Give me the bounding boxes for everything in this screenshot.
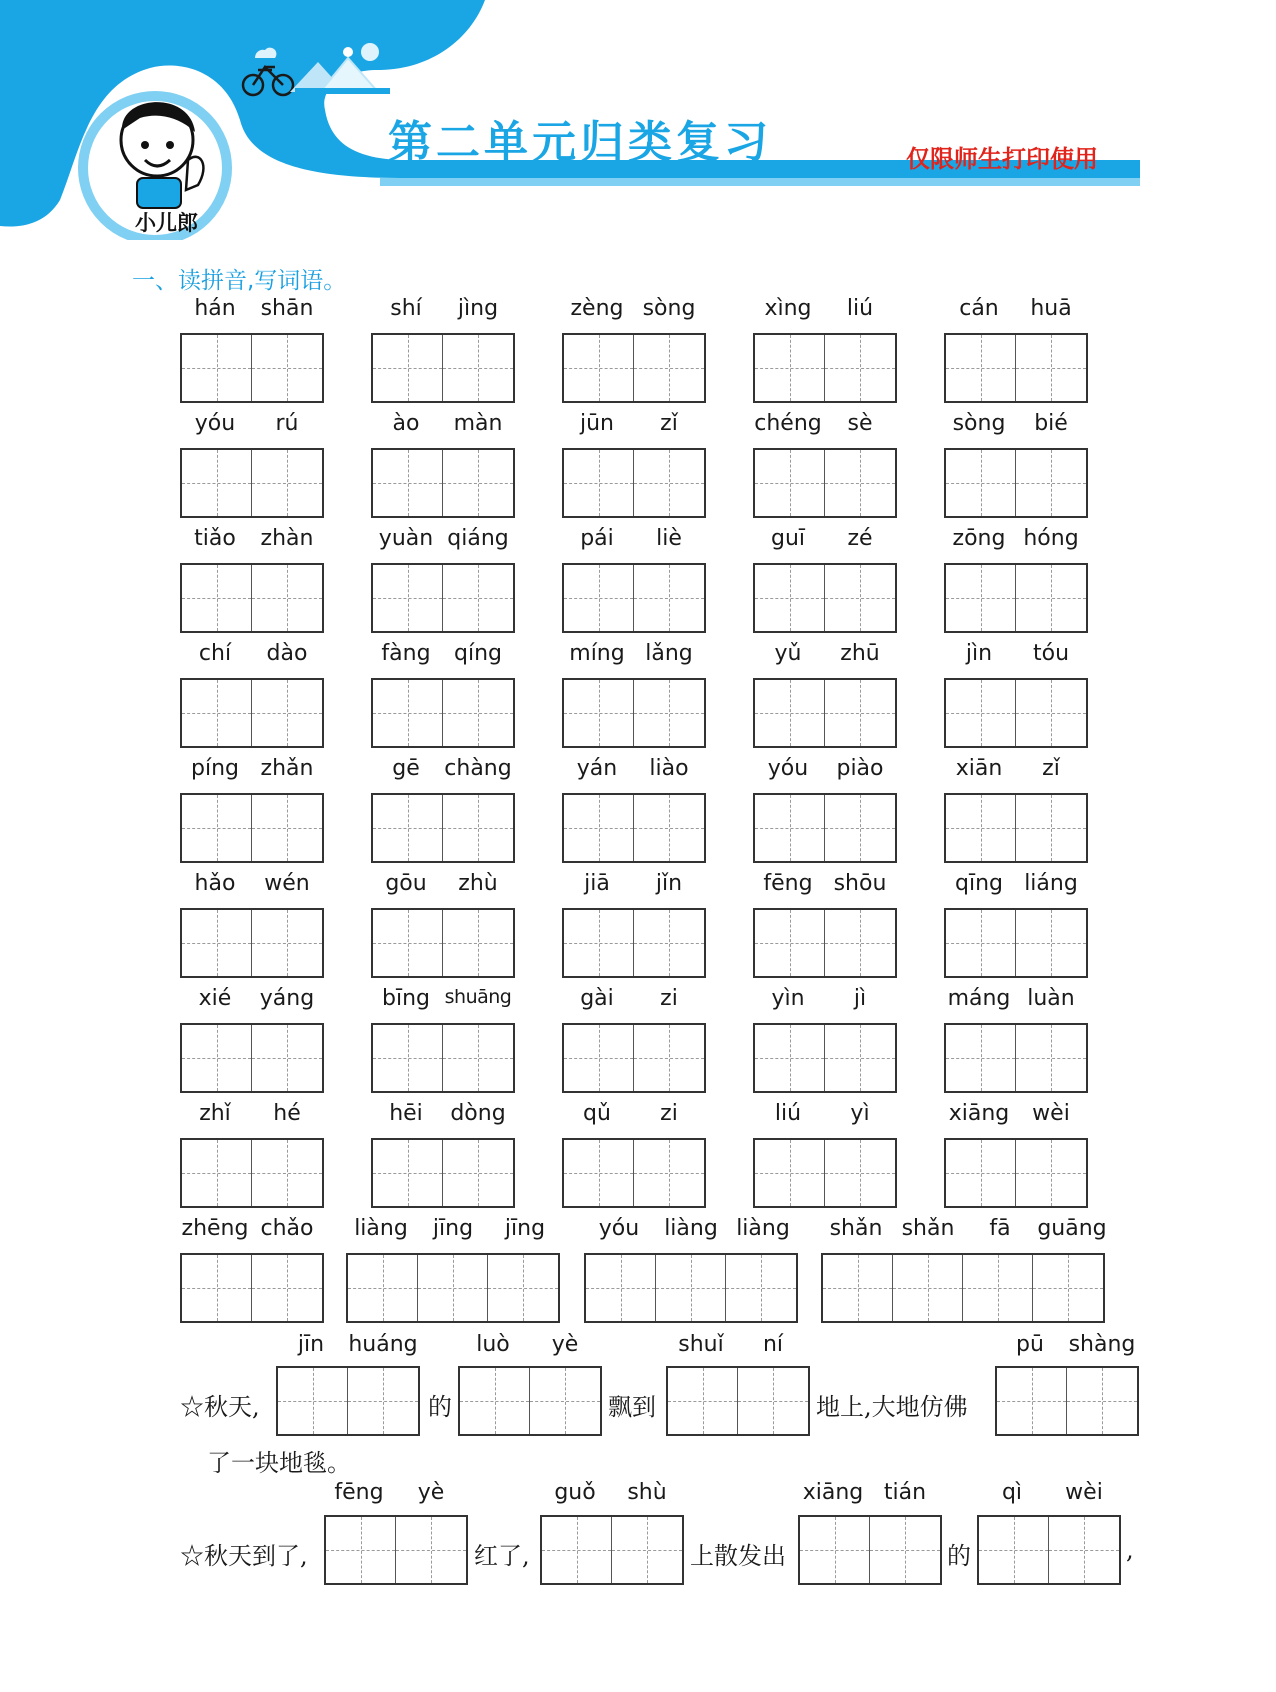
writing-cell[interactable] [348, 1255, 418, 1321]
writing-box[interactable] [562, 448, 706, 518]
writing-cell[interactable] [1016, 1140, 1086, 1206]
pinyin-syllable: shàng [1068, 1332, 1136, 1357]
page-title: 第二单元归类复习 [388, 117, 772, 168]
writing-cell[interactable] [586, 1255, 656, 1321]
sentence-1-end: 了一块地毯。 [207, 1449, 351, 1477]
writing-cell[interactable] [373, 680, 443, 746]
pinyin-syllable: hēi [389, 1101, 423, 1126]
pinyin-syllable: liú [774, 1101, 802, 1126]
writing-cell[interactable] [825, 335, 895, 401]
writing-cell[interactable] [564, 910, 634, 976]
writing-box[interactable] [753, 678, 897, 748]
writing-cell[interactable] [252, 450, 322, 516]
writing-box[interactable] [562, 563, 706, 633]
writing-cell[interactable] [373, 1025, 443, 1091]
writing-box[interactable] [276, 1366, 420, 1436]
pinyin-syllable: dào [266, 641, 308, 666]
writing-cell[interactable] [252, 1025, 322, 1091]
writing-cell[interactable] [278, 1368, 348, 1434]
pinyin-syllable: wèi [1032, 1101, 1070, 1126]
pinyin-syllable: chéng [754, 411, 822, 436]
writing-box[interactable] [666, 1366, 810, 1436]
writing-box[interactable] [180, 563, 324, 633]
writing-cell[interactable] [182, 680, 252, 746]
writing-box[interactable] [944, 678, 1088, 748]
writing-box[interactable] [371, 1138, 515, 1208]
pinyin-syllable: chàng [444, 756, 512, 781]
writing-cell[interactable] [443, 795, 513, 861]
pinyin-syllable: sòng [642, 296, 696, 321]
writing-cell[interactable] [946, 565, 1016, 631]
writing-cell[interactable] [755, 335, 825, 401]
pinyin-syllable: wén [264, 871, 310, 896]
writing-cell[interactable] [946, 680, 1016, 746]
writing-cell[interactable] [755, 1025, 825, 1091]
pinyin-syllable: jì [853, 986, 867, 1011]
writing-cell[interactable] [656, 1255, 726, 1321]
writing-cell[interactable] [252, 1140, 322, 1206]
writing-box[interactable] [371, 448, 515, 518]
writing-cell[interactable] [564, 680, 634, 746]
pinyin-syllable: jǐn [655, 871, 683, 896]
writing-cell[interactable] [800, 1517, 870, 1583]
writing-cell[interactable] [348, 1368, 418, 1434]
writing-box[interactable] [995, 1366, 1139, 1436]
writing-cell[interactable] [1016, 910, 1086, 976]
writing-cell[interactable] [825, 910, 895, 976]
writing-cell[interactable] [443, 1025, 513, 1091]
writing-cell[interactable] [488, 1255, 558, 1321]
pinyin-syllable: zhū [840, 641, 880, 666]
writing-cell[interactable] [564, 795, 634, 861]
pinyin-syllable: bié [1034, 411, 1068, 436]
writing-box[interactable] [944, 1138, 1088, 1208]
writing-box[interactable] [371, 793, 515, 863]
writing-cell[interactable] [634, 680, 704, 746]
pinyin-syllable: zhǐ [199, 1101, 231, 1126]
pinyin-syllable: shuāng [444, 986, 512, 1008]
writing-cell[interactable] [564, 450, 634, 516]
writing-cell[interactable] [182, 910, 252, 976]
pinyin-syllable: shān [260, 296, 314, 321]
writing-cell[interactable] [634, 1140, 704, 1206]
writing-cell[interactable] [946, 795, 1016, 861]
writing-box[interactable] [944, 448, 1088, 518]
writing-cell[interactable] [755, 1140, 825, 1206]
pinyin-syllable: chí [198, 641, 232, 666]
print-restriction-note: 仅限师生打印使用 [906, 145, 1098, 173]
pinyin-syllable: guī [770, 526, 806, 551]
writing-cell[interactable] [979, 1517, 1049, 1583]
writing-box[interactable] [562, 908, 706, 978]
pinyin-syllable: shù [627, 1480, 667, 1505]
pinyin-syllable: hé [273, 1101, 301, 1126]
writing-box[interactable] [753, 1023, 897, 1093]
pinyin-syllable: yìn [771, 986, 805, 1011]
writing-cell[interactable] [738, 1368, 808, 1434]
writing-cell[interactable] [1049, 1517, 1119, 1583]
writing-box[interactable] [540, 1515, 684, 1585]
pinyin-syllable: ní [762, 1332, 784, 1357]
writing-cell[interactable] [182, 1025, 252, 1091]
pinyin-syllable: fēng [334, 1480, 384, 1505]
pinyin-syllable: tián [883, 1480, 927, 1505]
pinyin-syllable: xiān [955, 756, 1003, 781]
writing-box[interactable] [753, 793, 897, 863]
writing-cell[interactable] [946, 450, 1016, 516]
sentence-2-hongle: 红了, [474, 1542, 530, 1570]
writing-cell[interactable] [373, 1140, 443, 1206]
pinyin-syllable: fā [989, 1216, 1011, 1241]
pinyin-syllable: zé [847, 526, 873, 551]
writing-cell[interactable] [634, 450, 704, 516]
pinyin-syllable: zhēng [181, 1216, 249, 1241]
writing-box[interactable] [371, 908, 515, 978]
pinyin-syllable: yáng [259, 986, 315, 1011]
writing-cell[interactable] [252, 795, 322, 861]
writing-box[interactable] [798, 1515, 942, 1585]
writing-cell[interactable] [182, 1255, 252, 1321]
pinyin-syllable: huā [1030, 296, 1072, 321]
writing-box[interactable] [180, 1253, 324, 1323]
writing-cell[interactable] [396, 1517, 466, 1583]
pinyin-syllable: fàng [381, 641, 431, 666]
writing-cell[interactable] [825, 450, 895, 516]
writing-cell[interactable] [1016, 450, 1086, 516]
pinyin-syllable: zǐ [1042, 756, 1060, 781]
writing-box[interactable] [180, 678, 324, 748]
sentence-1-dishang: 地上,大地仿佛 [816, 1393, 968, 1421]
sentence-1-piaodao: 飘到 [608, 1393, 656, 1421]
writing-cell[interactable] [182, 565, 252, 631]
writing-cell[interactable] [252, 335, 322, 401]
writing-cell[interactable] [668, 1368, 738, 1434]
pinyin-syllable: liáng [1024, 871, 1078, 896]
pinyin-syllable: xié [198, 986, 232, 1011]
writing-box[interactable] [821, 1253, 1105, 1323]
writing-box[interactable] [180, 793, 324, 863]
writing-box[interactable] [977, 1515, 1121, 1585]
pinyin-syllable: jīn [297, 1332, 325, 1357]
writing-box[interactable] [944, 333, 1088, 403]
writing-cell[interactable] [443, 680, 513, 746]
writing-box[interactable] [180, 448, 324, 518]
pinyin-syllable: zhù [458, 871, 498, 896]
writing-cell[interactable] [1016, 1025, 1086, 1091]
writing-box[interactable] [753, 563, 897, 633]
pinyin-syllable: píng [191, 756, 239, 781]
pinyin-syllable: jìn [965, 641, 993, 666]
pinyin-syllable: ào [392, 411, 420, 436]
pinyin-syllable: màn [453, 411, 503, 436]
pinyin-syllable: hán [194, 296, 236, 321]
pinyin-syllable: shǎn [829, 1216, 883, 1241]
writing-cell[interactable] [755, 680, 825, 746]
writing-box[interactable] [562, 1023, 706, 1093]
sentence-2-start: ☆秋天到了, [180, 1542, 308, 1570]
pinyin-syllable: jìng [457, 296, 499, 321]
mascot-name: 小儿郎 [135, 211, 198, 235]
writing-cell[interactable] [326, 1517, 396, 1583]
pinyin-syllable: shǎn [901, 1216, 955, 1241]
pinyin-syllable: lǎng [645, 641, 693, 666]
writing-cell[interactable] [1016, 680, 1086, 746]
pinyin-syllable: guāng [1037, 1216, 1107, 1241]
writing-cell[interactable] [755, 795, 825, 861]
writing-box[interactable] [371, 333, 515, 403]
pinyin-syllable: shuǐ [678, 1332, 724, 1357]
section-heading: 一、读拼音,写词语。 [132, 268, 347, 294]
pinyin-syllable: luò [476, 1332, 510, 1357]
writing-box[interactable] [324, 1515, 468, 1585]
writing-cell[interactable] [373, 910, 443, 976]
pinyin-syllable: míng [569, 641, 625, 666]
writing-box[interactable] [371, 678, 515, 748]
writing-cell[interactable] [1033, 1255, 1103, 1321]
writing-cell[interactable] [564, 335, 634, 401]
pinyin-syllable: qì [1001, 1480, 1023, 1505]
writing-cell[interactable] [1016, 565, 1086, 631]
pinyin-syllable: liàng [736, 1216, 790, 1241]
writing-cell[interactable] [443, 910, 513, 976]
pinyin-syllable: zèng [570, 296, 624, 321]
pinyin-syllable: sè [847, 411, 873, 436]
pinyin-syllable: sòng [952, 411, 1006, 436]
pinyin-syllable: yè [551, 1332, 579, 1357]
writing-box[interactable] [180, 333, 324, 403]
pinyin-syllable: xiāng [948, 1101, 1010, 1126]
writing-box[interactable] [753, 1138, 897, 1208]
pinyin-syllable: yán [576, 756, 618, 781]
writing-box[interactable] [371, 563, 515, 633]
writing-cell[interactable] [825, 680, 895, 746]
writing-cell[interactable] [726, 1255, 796, 1321]
writing-box[interactable] [346, 1253, 560, 1323]
writing-cell[interactable] [443, 1140, 513, 1206]
writing-box[interactable] [180, 908, 324, 978]
writing-box[interactable] [944, 563, 1088, 633]
pinyin-syllable: gōu [385, 871, 427, 896]
pinyin-syllable: liào [649, 756, 689, 781]
pinyin-syllable: qǔ [583, 1101, 611, 1126]
sentence-1-de: 的 [428, 1393, 452, 1421]
writing-cell[interactable] [443, 565, 513, 631]
pinyin-syllable: shí [390, 296, 422, 321]
writing-cell[interactable] [946, 1025, 1016, 1091]
pinyin-syllable: zi [660, 986, 678, 1011]
writing-cell[interactable] [1067, 1368, 1137, 1434]
writing-cell[interactable] [373, 795, 443, 861]
pinyin-syllable: qiáng [447, 526, 509, 551]
mascot-boy-icon [121, 102, 203, 208]
pinyin-syllable: bīng [382, 986, 430, 1011]
pinyin-syllable: liàng [354, 1216, 408, 1241]
writing-cell[interactable] [460, 1368, 530, 1434]
pinyin-syllable: gē [392, 756, 420, 781]
writing-cell[interactable] [564, 1025, 634, 1091]
pinyin-syllable: shōu [833, 871, 887, 896]
pinyin-syllable: yǔ [774, 641, 802, 666]
pinyin-syllable: hǎo [194, 871, 236, 896]
writing-cell[interactable] [443, 450, 513, 516]
pinyin-syllable: liàng [664, 1216, 718, 1241]
pinyin-syllable: dòng [450, 1101, 506, 1126]
writing-cell[interactable] [634, 910, 704, 976]
writing-cell[interactable] [252, 1255, 322, 1321]
pinyin-syllable: qīng [955, 871, 1003, 896]
pinyin-syllable: yóu [194, 411, 236, 436]
writing-cell[interactable] [946, 335, 1016, 401]
pinyin-syllable: jīng [432, 1216, 474, 1241]
writing-cell[interactable] [755, 910, 825, 976]
pinyin-syllable: hóng [1023, 526, 1079, 551]
writing-cell[interactable] [1016, 335, 1086, 401]
pinyin-syllable: zhǎn [260, 756, 314, 781]
sentence-2-de: 的 [947, 1542, 971, 1570]
writing-cell[interactable] [963, 1255, 1033, 1321]
writing-cell[interactable] [612, 1517, 682, 1583]
writing-box[interactable] [180, 1138, 324, 1208]
pinyin-syllable: zǐ [660, 411, 678, 436]
pinyin-syllable: jiā [584, 871, 610, 896]
pinyin-syllable: rú [275, 411, 299, 436]
pinyin-syllable: zhàn [260, 526, 314, 551]
pinyin-syllable: tiǎo [194, 526, 236, 551]
pinyin-syllable: jīng [504, 1216, 546, 1241]
writing-cell[interactable] [634, 565, 704, 631]
writing-cell[interactable] [252, 565, 322, 631]
pinyin-syllable: chǎo [260, 1216, 314, 1241]
pinyin-syllable: xìng [764, 296, 812, 321]
pinyin-syllable: xiāng [802, 1480, 864, 1505]
writing-cell[interactable] [252, 680, 322, 746]
writing-cell[interactable] [825, 1140, 895, 1206]
writing-cell[interactable] [418, 1255, 488, 1321]
writing-cell[interactable] [443, 335, 513, 401]
writing-cell[interactable] [997, 1368, 1067, 1434]
pinyin-syllable: yóu [598, 1216, 640, 1241]
pinyin-syllable: yóu [767, 756, 809, 781]
writing-cell[interactable] [634, 335, 704, 401]
writing-cell[interactable] [182, 1140, 252, 1206]
pinyin-syllable: piào [836, 756, 884, 781]
writing-cell[interactable] [373, 335, 443, 401]
writing-cell[interactable] [564, 565, 634, 631]
writing-box[interactable] [562, 678, 706, 748]
writing-cell[interactable] [634, 1025, 704, 1091]
writing-cell[interactable] [825, 795, 895, 861]
sentence-1-start: ☆秋天, [180, 1393, 260, 1421]
writing-cell[interactable] [755, 565, 825, 631]
pinyin-syllable: guǒ [554, 1480, 596, 1505]
writing-cell[interactable] [825, 565, 895, 631]
writing-box[interactable] [180, 1023, 324, 1093]
writing-cell[interactable] [564, 1140, 634, 1206]
pinyin-syllable: zi [660, 1101, 678, 1126]
writing-box[interactable] [753, 448, 897, 518]
pinyin-syllable: fēng [763, 871, 813, 896]
writing-box[interactable] [562, 793, 706, 863]
pinyin-syllable: qíng [454, 641, 502, 666]
writing-box[interactable] [562, 333, 706, 403]
pinyin-syllable: wèi [1065, 1480, 1103, 1505]
sentence-2-comma: , [1126, 1536, 1134, 1564]
writing-cell[interactable] [946, 910, 1016, 976]
pinyin-syllable: máng [947, 986, 1011, 1011]
writing-box[interactable] [944, 908, 1088, 978]
pinyin-syllable: yì [850, 1101, 870, 1126]
pinyin-syllable: liè [656, 526, 682, 551]
pinyin-syllable: gài [580, 986, 614, 1011]
pinyin-syllable: huáng [348, 1332, 418, 1357]
writing-box[interactable] [753, 908, 897, 978]
writing-box[interactable] [944, 1023, 1088, 1093]
writing-cell[interactable] [182, 795, 252, 861]
writing-cell[interactable] [182, 450, 252, 516]
writing-cell[interactable] [823, 1255, 893, 1321]
writing-box[interactable] [458, 1366, 602, 1436]
writing-cell[interactable] [634, 795, 704, 861]
pinyin-syllable: yuàn [378, 526, 434, 551]
sentence-2-sanfa: 上散发出 [690, 1542, 786, 1570]
pinyin-syllable: jūn [580, 411, 614, 436]
pinyin-syllable: tóu [1032, 641, 1070, 666]
writing-cell[interactable] [373, 565, 443, 631]
pinyin-syllable: cán [959, 296, 999, 321]
writing-cell[interactable] [870, 1517, 940, 1583]
pinyin-syllable: liú [846, 296, 874, 321]
pinyin-syllable: luàn [1027, 986, 1075, 1011]
writing-box[interactable] [944, 793, 1088, 863]
writing-cell[interactable] [755, 450, 825, 516]
writing-cell[interactable] [893, 1255, 963, 1321]
writing-box[interactable] [371, 1023, 515, 1093]
writing-cell[interactable] [946, 1140, 1016, 1206]
pinyin-syllable: zōng [952, 526, 1006, 551]
writing-box[interactable] [584, 1253, 798, 1323]
writing-box[interactable] [753, 333, 897, 403]
pinyin-syllable: pái [580, 526, 614, 551]
pinyin-syllable: yè [417, 1480, 445, 1505]
writing-cell[interactable] [252, 910, 322, 976]
writing-cell[interactable] [1016, 795, 1086, 861]
writing-box[interactable] [562, 1138, 706, 1208]
writing-cell[interactable] [373, 450, 443, 516]
pinyin-syllable: pū [1016, 1332, 1044, 1357]
writing-cell[interactable] [182, 335, 252, 401]
writing-cell[interactable] [530, 1368, 600, 1434]
writing-cell[interactable] [542, 1517, 612, 1583]
writing-cell[interactable] [825, 1025, 895, 1091]
